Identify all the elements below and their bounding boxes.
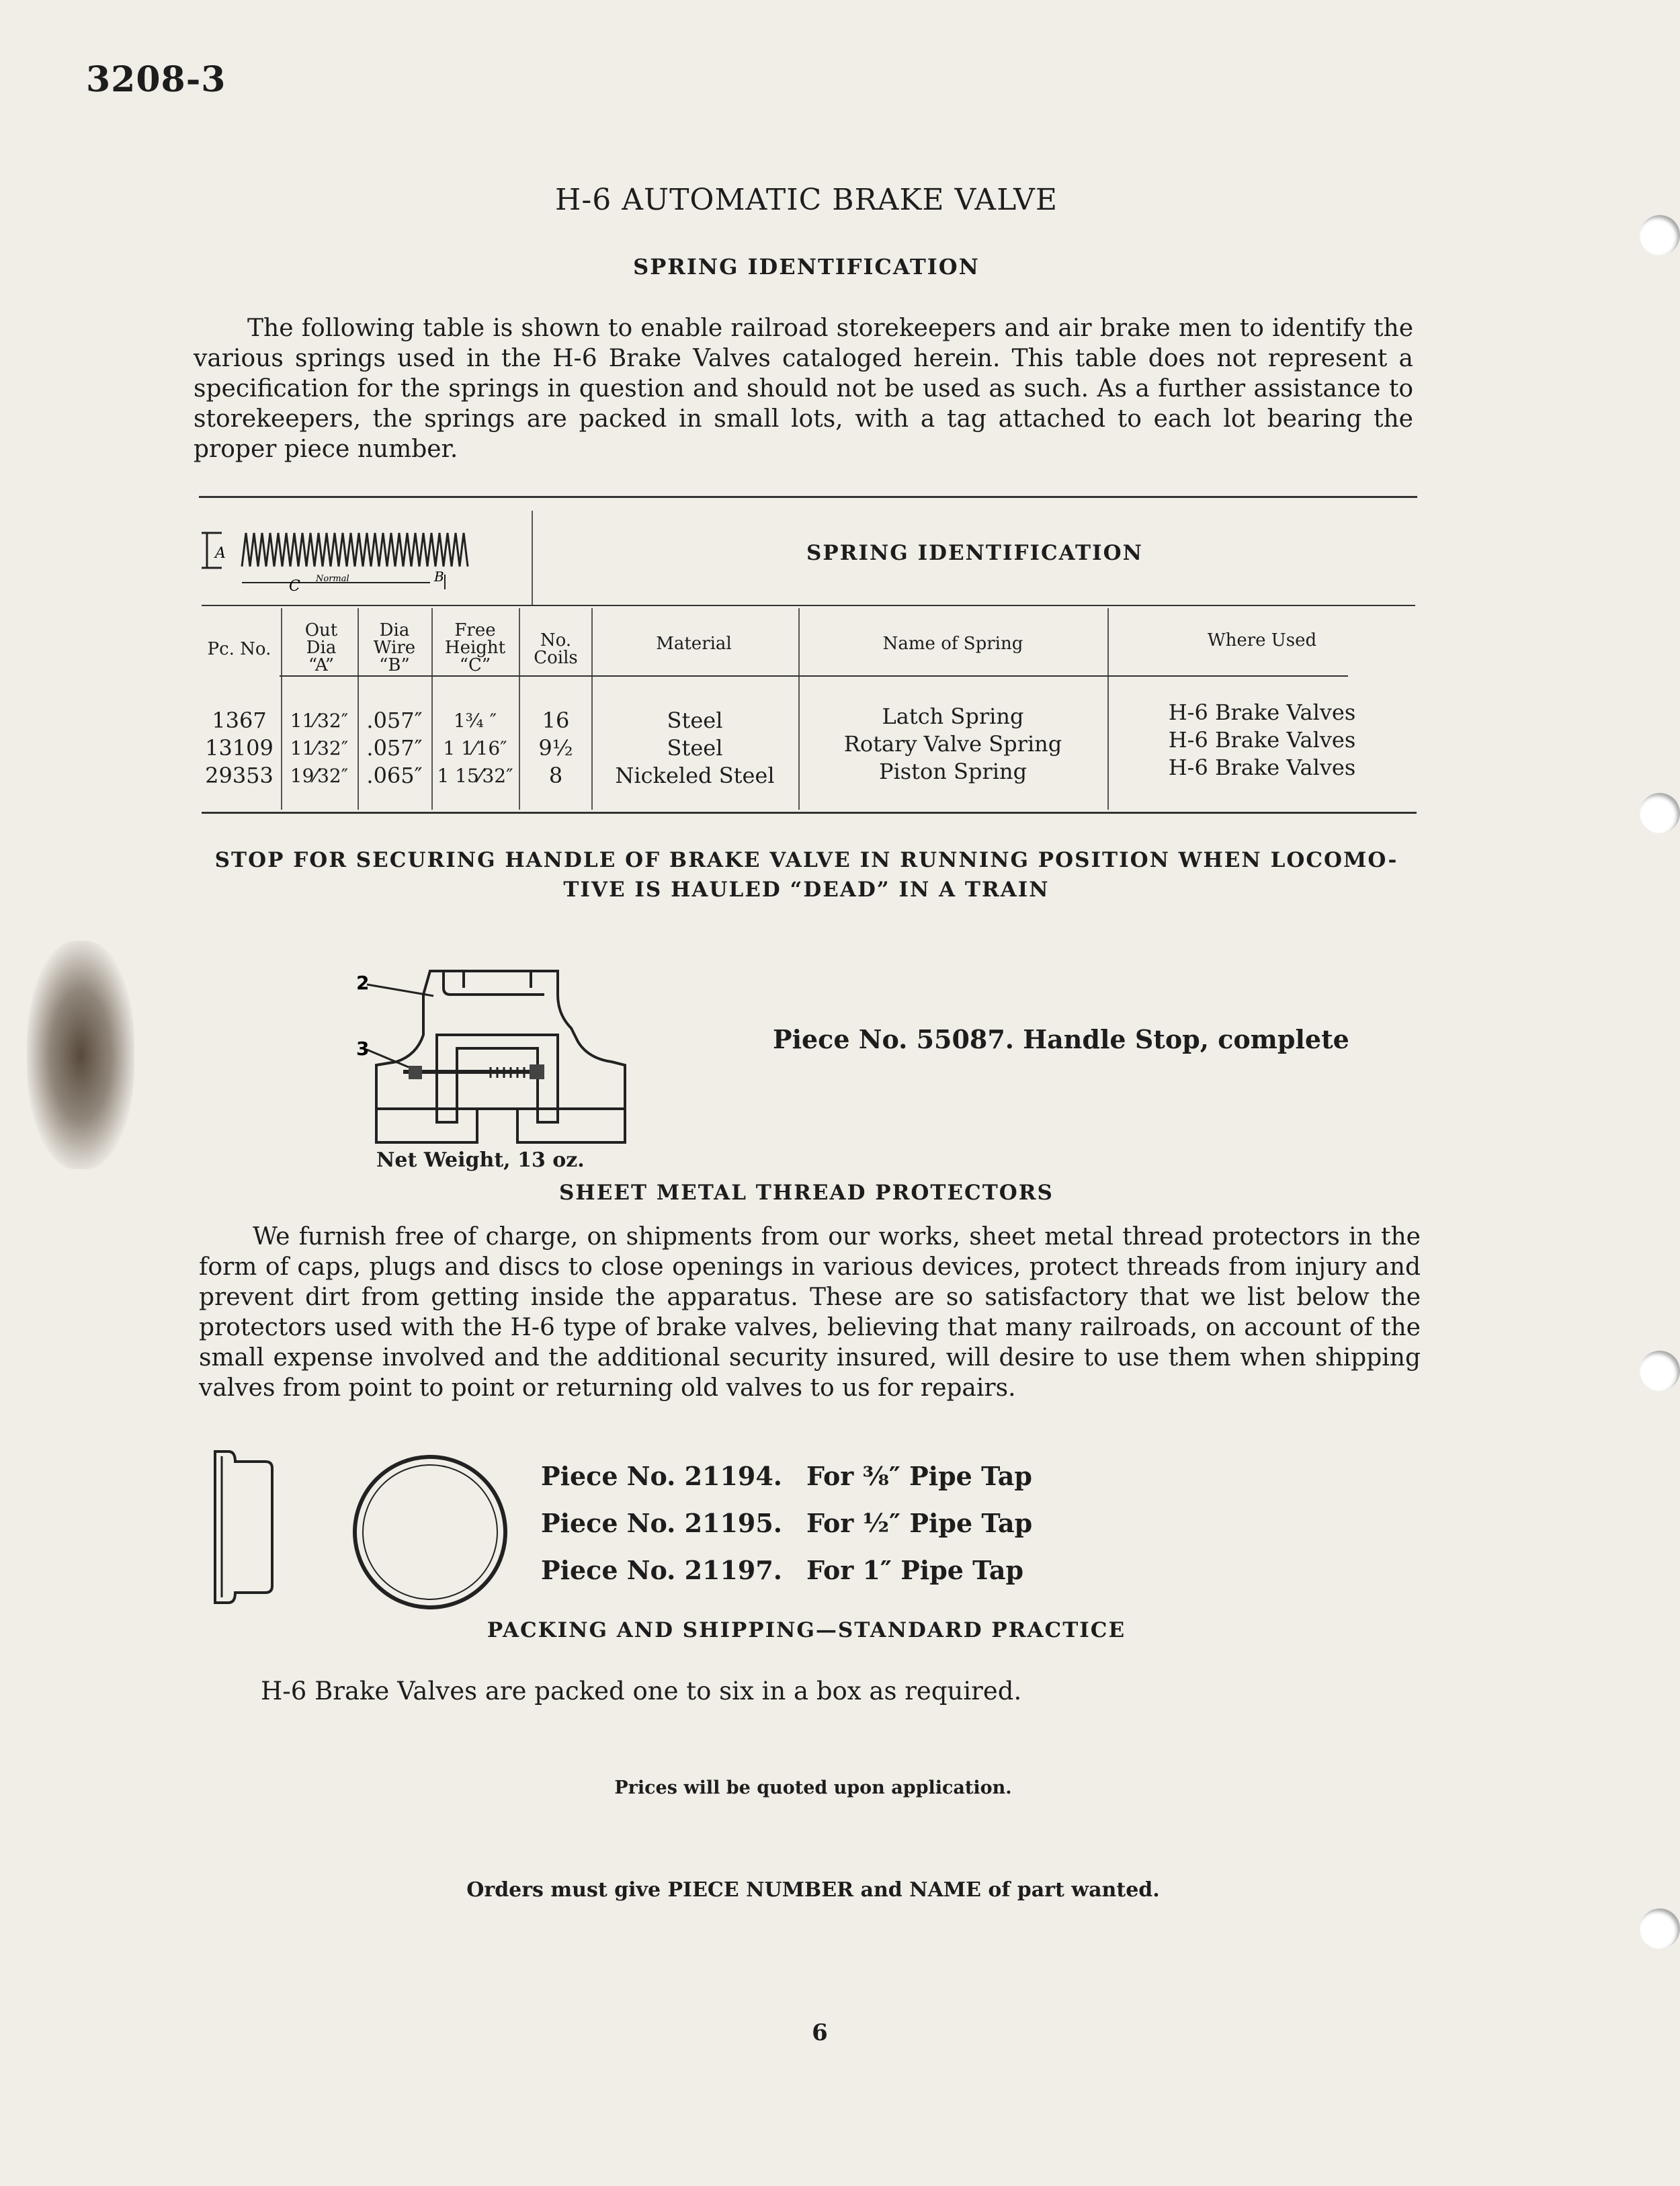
col-header-name: Name of Spring [882, 634, 1023, 654]
table-cell: Steel [667, 708, 723, 733]
spring-identification-heading: SPRING IDENTIFICATION [633, 254, 980, 280]
list-item [541, 1500, 1032, 1547]
spring-table-heading: SPRING IDENTIFICATION [806, 541, 1143, 565]
col-header-pc-no: Pc. No. [207, 639, 271, 659]
table-cell: 11⁄32″ [290, 737, 349, 759]
table-cell: 1¾ ″ [453, 710, 497, 732]
piece-number: Piece No. 21197. [541, 1555, 783, 1585]
col-pc-no [199, 707, 280, 790]
table-cell: 1 15⁄32″ [437, 765, 513, 787]
col-header-free-height: Free Height “C” [444, 620, 506, 675]
table-cell: H-6 Brake Valves [1168, 727, 1356, 753]
callout-3: 3 [356, 1038, 370, 1060]
packing-heading: PACKING AND SHIPPING—STANDARD PRACTICE [487, 1618, 1126, 1642]
col-header-no-coils: No. Coils [534, 630, 578, 668]
page-number: 6 [812, 2019, 828, 2046]
protector-list [541, 1453, 1032, 1594]
table-top-rule [199, 496, 1417, 498]
stop-heading-line1: STOP FOR SECURING HANDLE OF BRAKE VALVE IN RUNNING POSITION WHEN LOCOMO- [214, 848, 1398, 872]
header-bottom-rule [280, 675, 1348, 677]
thread-protectors-paragraph: We furnish free of charge, on shipments from our works, sheet metal thread protectors in the form of caps, plugs and discs to close openings in various devices, protect threads from injury and prevent dirt from getting inside the apparatus. These are so satisfactory that we list below the protectors used with the H-6 type of brake valves, believing that many railroads, on account of the small expense involved and the additional security insured, will desire to use them when shipping valves from point to point or returning old valves to us for repairs. [199, 1223, 1421, 1402]
col-name [798, 703, 1107, 786]
col-dia-wire [358, 707, 431, 790]
col-free-height [431, 707, 519, 790]
table-bottom-rule [202, 812, 1417, 814]
col-header-out-dia: Out Dia “A” [304, 620, 338, 675]
table-cell: .057″ [366, 735, 423, 761]
table-cell: 11⁄32″ [290, 710, 349, 732]
diagram-label-a: A [215, 545, 226, 562]
table-cell: H-6 Brake Valves [1168, 755, 1356, 780]
list-item [541, 1453, 1032, 1500]
table-cell: .065″ [366, 763, 423, 788]
table-cell: H-6 Brake Valves [1168, 700, 1356, 725]
net-weight: Net Weight, 13 oz. [376, 1148, 585, 1172]
packing-text: H-6 Brake Valves are packed one to six in a box as required. [261, 1677, 1022, 1706]
pipe-tap-size: For 1″ Pipe Tap [806, 1555, 1024, 1585]
diagram-label-c: C [289, 578, 300, 595]
binder-hole [1640, 215, 1680, 255]
table-cell: 16 [542, 708, 570, 733]
stop-heading-line2: TIVE IS HAULED “DEAD” IN A TRAIN [563, 878, 1050, 902]
handle-stop-drawing [356, 954, 638, 1156]
diagram-label-b: B [434, 569, 444, 585]
binder-hole [1640, 1351, 1680, 1391]
col-header-dia-wire: Dia Wire “B” [373, 620, 416, 675]
list-item [541, 1547, 1032, 1594]
col-header-where-used: Where Used [1207, 630, 1317, 650]
table-cell: Latch Spring [882, 704, 1024, 729]
spring-dimension-diagram [202, 528, 470, 595]
table-cell: Steel [667, 735, 723, 761]
piece-number: Piece No. 21195. [541, 1508, 783, 1538]
paper-stain [27, 941, 134, 1169]
table-divider [532, 511, 533, 605]
table-cell: 1367 [212, 708, 267, 733]
table-cell: 29353 [205, 763, 274, 788]
table-cell: 9½ [538, 735, 573, 761]
col-out-dia [281, 707, 358, 790]
table-cell: .057″ [366, 708, 423, 733]
table-cell: Rotary Valve Spring [843, 731, 1062, 757]
table-cell: 8 [548, 763, 563, 788]
col-where-used [1107, 699, 1417, 782]
table-cell: 19⁄32″ [290, 765, 349, 787]
thread-protectors-heading: SHEET METAL THREAD PROTECTORS [559, 1181, 1054, 1205]
piece-number: Piece No. 21194. [541, 1461, 783, 1491]
binder-hole [1640, 1908, 1680, 1949]
document-number: 3208-3 [86, 59, 226, 100]
handle-stop-piece: Piece No. 55087. Handle Stop, complete [773, 1024, 1349, 1054]
cap-profile-drawing [208, 1448, 282, 1609]
table-cell: 1 1⁄16″ [443, 737, 507, 759]
disc-drawing [349, 1452, 511, 1613]
orders-note: Orders must give PIECE NUMBER and NAME of part wanted. [466, 1878, 1160, 1902]
pipe-tap-size: For ⅜″ Pipe Tap [806, 1461, 1032, 1491]
table-cell: Nickeled Steel [615, 763, 775, 788]
header-top-rule [202, 605, 1415, 606]
col-material [591, 707, 798, 790]
prices-note: Prices will be quoted upon application. [614, 1777, 1012, 1798]
pipe-tap-size: For ½″ Pipe Tap [806, 1508, 1033, 1538]
col-no-coils [519, 707, 593, 790]
table-cell: Piston Spring [878, 759, 1027, 784]
callout-2: 2 [356, 972, 370, 994]
table-cell: 13109 [205, 735, 274, 761]
diagram-label-normal: Normal [316, 574, 349, 584]
binder-hole [1640, 793, 1680, 833]
spring-intro-paragraph: The following table is shown to enable railroad storekeepers and air brake men to identify the various springs used in the H-6 Brake Valves cataloged herein. This table does not represent a specification for the springs in question and should not be used as such. As a further assistance to storekeepers, the springs are packed in small lots, with a tag attached to each lot bearing the proper piece number. [194, 314, 1413, 463]
col-header-material: Material [656, 634, 732, 654]
page-title: H-6 AUTOMATIC BRAKE VALVE [555, 183, 1058, 217]
